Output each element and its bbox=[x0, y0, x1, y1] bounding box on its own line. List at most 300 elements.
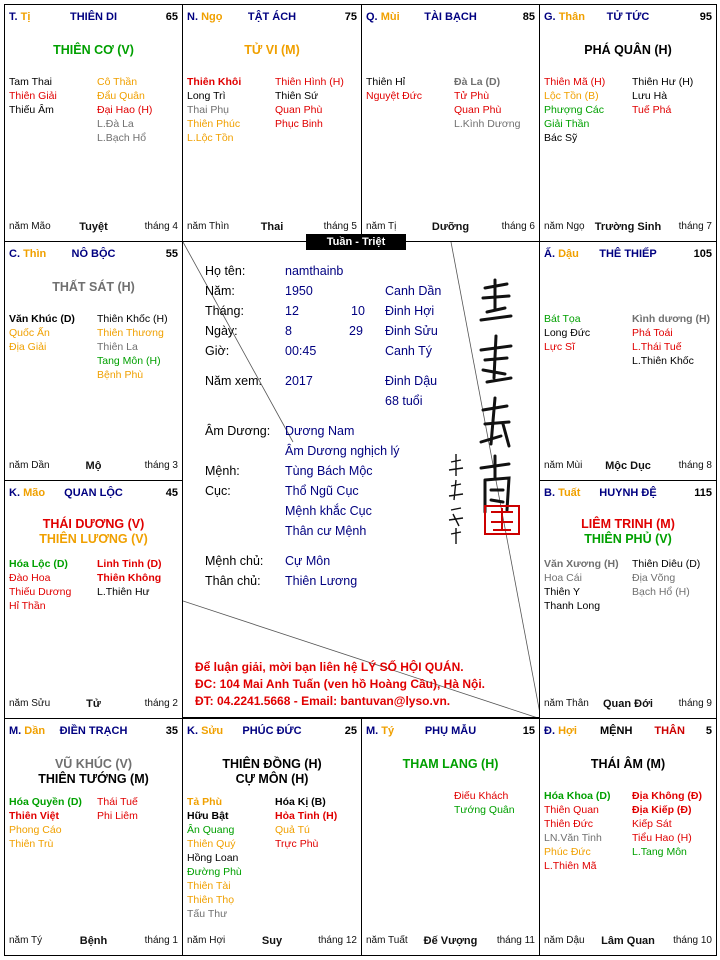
cuc-value: Thổ Ngũ Cục bbox=[285, 484, 359, 498]
stars-left bbox=[9, 557, 71, 613]
month-label: tháng 11 bbox=[496, 935, 535, 946]
palace-header bbox=[544, 11, 712, 25]
palace-footer bbox=[187, 935, 357, 949]
branch-name: Tuất bbox=[558, 487, 581, 499]
star: Thai Phụ bbox=[187, 104, 230, 116]
month-label: tháng 5 bbox=[323, 221, 357, 232]
month-label: tháng 2 bbox=[144, 698, 178, 709]
palace-name bbox=[600, 725, 712, 737]
star: Thiên Không bbox=[97, 572, 162, 584]
star: Quan Phù bbox=[454, 104, 502, 116]
hour-value: 00:45 bbox=[285, 344, 317, 358]
stars-right bbox=[632, 557, 700, 599]
branch-stem: K. bbox=[187, 725, 198, 737]
stars-left bbox=[187, 75, 241, 145]
palace-thin bbox=[4, 241, 183, 481]
palace-name bbox=[9, 11, 178, 23]
stars-right bbox=[632, 789, 702, 859]
life-stage: Trường Sinh bbox=[594, 221, 662, 233]
star: Quốc Ấn bbox=[9, 327, 50, 339]
branch-name: Thân bbox=[558, 11, 585, 23]
palace-age: 95 bbox=[699, 11, 712, 23]
main-stars bbox=[5, 757, 182, 787]
day-can-chi: Đinh Sửu bbox=[385, 324, 438, 338]
star: Long Đức bbox=[544, 327, 591, 339]
life-stage: Suy bbox=[261, 935, 283, 947]
palace-footer bbox=[544, 935, 712, 949]
branch-name: Tị bbox=[20, 11, 31, 23]
than-cu: Thân cư Mệnh bbox=[285, 524, 367, 538]
star: Đẩu Quân bbox=[97, 90, 145, 102]
stars-left bbox=[544, 557, 619, 613]
palace-header bbox=[366, 11, 535, 25]
star: Tiểu Hao (H) bbox=[632, 832, 692, 844]
star: Hóa Lộc (D) bbox=[9, 558, 68, 570]
palace-suu bbox=[182, 718, 362, 956]
main-star: THIÊN ĐỒNG (H) bbox=[222, 757, 322, 771]
branch-stem: Đ. bbox=[544, 725, 555, 737]
star: Bệnh Phù bbox=[97, 369, 144, 381]
star: Đại Hao (H) bbox=[97, 104, 153, 116]
year-label: Năm: bbox=[205, 284, 235, 298]
month-label: tháng 8 bbox=[678, 460, 712, 471]
view-year-value: 2017 bbox=[285, 374, 313, 388]
star: Văn Xương (H) bbox=[544, 558, 619, 570]
palace-age: 25 bbox=[344, 725, 357, 737]
palace-footer bbox=[9, 460, 178, 474]
palace-footer bbox=[366, 935, 535, 949]
year-label: năm Tị bbox=[366, 221, 397, 232]
life-stage: Quan Đới bbox=[603, 698, 653, 710]
star: Thiên Quan bbox=[544, 804, 599, 816]
stars-right bbox=[275, 75, 344, 131]
star: L.Đà La bbox=[97, 118, 134, 130]
main-stars bbox=[362, 757, 539, 772]
star: L.Thiên Khốc bbox=[632, 355, 694, 367]
star: Phá Toái bbox=[632, 327, 673, 339]
menh-value: Tùng Bách Mộc bbox=[285, 464, 373, 478]
palace-header bbox=[187, 11, 357, 25]
palace-footer bbox=[366, 221, 535, 235]
star: L.Lộc Tồn bbox=[187, 132, 234, 144]
star: Phượng Các bbox=[544, 104, 605, 116]
palace-name bbox=[9, 487, 178, 499]
year-label: năm Thân bbox=[544, 698, 589, 709]
star: Thiên Việt bbox=[9, 810, 59, 822]
palace-ti bbox=[4, 4, 183, 242]
branch-stem: G. bbox=[544, 11, 556, 23]
star: Thiên Hình (H) bbox=[275, 76, 344, 88]
star: Lưu Hà bbox=[632, 90, 668, 102]
palace-name bbox=[9, 725, 178, 737]
than-marker: THÂN bbox=[654, 725, 685, 737]
branch-stem: Q. bbox=[366, 11, 378, 23]
life-stage: Mộc Dục bbox=[605, 460, 651, 472]
month-label: tháng 6 bbox=[501, 221, 535, 232]
stars-right bbox=[97, 75, 152, 145]
branch-name: Sửu bbox=[201, 725, 224, 737]
stars-left bbox=[9, 75, 57, 117]
star: Phục Binh bbox=[275, 118, 323, 130]
branch-stem: Ấ. bbox=[544, 248, 555, 260]
palace-header bbox=[9, 11, 178, 25]
tuan-triet-badge: Tuần - Triệt bbox=[306, 234, 406, 250]
cuc-relation: Mệnh khắc Cục bbox=[285, 504, 372, 518]
year-label: năm Dậu bbox=[544, 935, 585, 946]
star: Tử Phù bbox=[454, 90, 490, 102]
month-label: tháng 9 bbox=[678, 698, 712, 709]
year-label: năm Sửu bbox=[9, 698, 51, 709]
star: Địa Võng bbox=[632, 572, 676, 584]
center-info-panel bbox=[182, 241, 540, 718]
star: Lực Sĩ bbox=[544, 341, 575, 353]
month-lunar: 10 bbox=[351, 304, 365, 318]
branch-name: Hợi bbox=[558, 725, 577, 737]
star: Long Trì bbox=[187, 90, 226, 102]
palace-dan bbox=[4, 718, 183, 956]
star: Quả Tú bbox=[275, 824, 310, 836]
star: Tả Phù bbox=[187, 796, 223, 808]
star: Ân Quang bbox=[187, 824, 235, 836]
star: Thiên Khôi bbox=[187, 76, 242, 88]
stars-right bbox=[632, 75, 693, 117]
stars-left bbox=[366, 75, 422, 103]
day-label: Ngày: bbox=[205, 324, 238, 338]
main-star: PHÁ QUÂN (H) bbox=[584, 43, 672, 57]
star: Thiên Diêu (D) bbox=[632, 558, 701, 570]
branch-name: Thìn bbox=[23, 248, 47, 260]
palace-ty bbox=[361, 718, 540, 956]
palace-age: 75 bbox=[344, 11, 357, 23]
palace-title: THIÊN DI bbox=[69, 11, 118, 23]
star: Thiên Sứ bbox=[275, 90, 319, 102]
palace-footer bbox=[9, 935, 178, 949]
palace-footer bbox=[544, 221, 712, 235]
star: L.Bạch Hổ bbox=[97, 132, 147, 144]
palace-than bbox=[539, 4, 717, 242]
palace-header bbox=[544, 248, 712, 262]
star: Hóa Quyền (D) bbox=[9, 796, 82, 808]
star: Quan Phù bbox=[275, 104, 323, 116]
star: Thiên Trù bbox=[9, 838, 54, 850]
star: Thiên Thương bbox=[97, 327, 164, 339]
palace-name bbox=[544, 248, 712, 260]
palace-header bbox=[544, 725, 712, 739]
star: Giải Thần bbox=[544, 118, 590, 130]
year-label: năm Tý bbox=[9, 935, 43, 946]
main-stars bbox=[5, 280, 182, 295]
star: Tướng Quân bbox=[454, 804, 515, 816]
branch-name: Mão bbox=[23, 487, 46, 499]
main-star: TỬ VI (M) bbox=[244, 43, 300, 57]
life-stage: Thai bbox=[260, 221, 284, 233]
star: Kình dương (H) bbox=[632, 313, 711, 325]
star: Văn Khúc (D) bbox=[9, 313, 75, 325]
month-label: tháng 3 bbox=[144, 460, 178, 471]
main-stars bbox=[540, 517, 716, 547]
main-star: VŨ KHÚC (V) bbox=[54, 757, 133, 771]
palace-name bbox=[544, 11, 712, 23]
menh-label: Mệnh: bbox=[205, 464, 240, 478]
palace-footer bbox=[187, 221, 357, 235]
palace-dau bbox=[539, 241, 717, 481]
palace-mui bbox=[361, 4, 540, 242]
month-label: tháng 10 bbox=[673, 935, 712, 946]
palace-ngo bbox=[182, 4, 362, 242]
palace-title: TỬ TỨC bbox=[606, 11, 650, 23]
contact-phone-email: ĐT: 04.2241.5668 - Email: bantuvan@lyso.vn. bbox=[195, 694, 451, 708]
am-duong-value: Dương Nam bbox=[285, 424, 355, 438]
branch-name: Ngọ bbox=[201, 11, 223, 23]
age-value: 68 tuổi bbox=[385, 394, 423, 408]
stars-left bbox=[544, 312, 590, 354]
palace-header bbox=[9, 487, 178, 501]
year-label: năm Mùi bbox=[544, 460, 583, 471]
star: L.Kình Dương bbox=[454, 118, 521, 130]
year-label: năm Tuất bbox=[366, 935, 408, 946]
palace-name bbox=[187, 725, 357, 737]
year-label: năm Hợi bbox=[187, 935, 226, 946]
star: Linh Tinh (D) bbox=[97, 558, 162, 570]
year-label: năm Dần bbox=[9, 460, 50, 471]
palace-title: THÊ THIẾP bbox=[599, 248, 657, 260]
star: Thiếu Dương bbox=[9, 586, 72, 598]
hour-can-chi: Canh Tý bbox=[385, 344, 433, 358]
palace-age: 45 bbox=[165, 487, 178, 499]
month-solar: 12 bbox=[285, 304, 299, 318]
name-value: namthainb bbox=[285, 264, 344, 278]
star: Hồng Loan bbox=[187, 852, 239, 864]
star: L.Thiên Hư bbox=[97, 586, 150, 598]
branch-name: Mùi bbox=[380, 11, 400, 23]
star: Địa Giải bbox=[9, 341, 47, 353]
than-chu-value: Thiên Lương bbox=[285, 574, 358, 588]
month-label: Tháng: bbox=[205, 304, 244, 318]
palace-name bbox=[544, 487, 712, 499]
stars-right bbox=[275, 795, 337, 851]
palace-age: 55 bbox=[165, 248, 178, 260]
palace-mao bbox=[4, 480, 183, 719]
star: Kiếp Sát bbox=[632, 818, 672, 830]
branch-stem: M. bbox=[366, 725, 379, 737]
palace-footer bbox=[9, 698, 178, 712]
star: Thiên Mã (H) bbox=[544, 76, 606, 88]
life-stage: Bệnh bbox=[79, 935, 108, 947]
stars-right bbox=[97, 795, 138, 823]
palace-age: 65 bbox=[165, 11, 178, 23]
palace-header bbox=[9, 248, 178, 262]
name-label: Họ tên: bbox=[205, 264, 246, 278]
palace-title: TÀI BẠCH bbox=[424, 11, 477, 23]
stars-right bbox=[454, 789, 515, 817]
palace-age: 115 bbox=[694, 487, 712, 499]
stars-right bbox=[97, 557, 162, 599]
cuc-label: Cục: bbox=[205, 484, 231, 498]
palace-header bbox=[366, 725, 535, 739]
palace-tuat bbox=[539, 480, 717, 719]
star: Địa Kiếp (Đ) bbox=[632, 804, 692, 816]
palace-hoi bbox=[539, 718, 717, 956]
year-label: năm Ngọ bbox=[544, 221, 585, 232]
main-stars bbox=[183, 43, 361, 58]
month-label: tháng 1 bbox=[144, 935, 178, 946]
star: Địa Không (Đ) bbox=[632, 790, 702, 802]
menh-chu-value: Cự Môn bbox=[285, 554, 331, 568]
palace-header bbox=[187, 725, 357, 739]
star: Thiên Thọ bbox=[187, 894, 235, 906]
palace-header bbox=[9, 725, 178, 739]
palace-footer bbox=[544, 460, 712, 474]
palace-age: 85 bbox=[522, 11, 535, 23]
than-chu-label: Thân chủ: bbox=[205, 574, 261, 588]
main-star: THÁI DƯƠNG (V) bbox=[42, 517, 145, 531]
palace-footer bbox=[544, 698, 712, 712]
star: Hóa Kị (B) bbox=[275, 796, 326, 808]
palace-footer bbox=[9, 221, 178, 235]
main-star: THIÊN LƯƠNG (V) bbox=[39, 532, 148, 546]
stars-left bbox=[544, 789, 611, 873]
main-star: THẤT SÁT (H) bbox=[52, 280, 135, 294]
star: Thiên Hỉ bbox=[366, 76, 406, 88]
star: Phong Cáo bbox=[9, 824, 62, 836]
star: Hữu Bật bbox=[187, 810, 229, 822]
month-label: tháng 12 bbox=[318, 935, 357, 946]
palace-age: 35 bbox=[165, 725, 178, 737]
palace-title: NÔ BỘC bbox=[71, 248, 116, 260]
star: Thiên Phúc bbox=[187, 118, 241, 130]
palace-header bbox=[544, 487, 712, 501]
star: L.Tang Môn bbox=[632, 846, 687, 858]
star: Cô Thần bbox=[97, 76, 138, 88]
day-solar: 8 bbox=[285, 324, 292, 338]
branch-name: Dần bbox=[24, 725, 46, 737]
branch-name: Tý bbox=[381, 725, 395, 737]
palace-title: HUYNH ĐỆ bbox=[599, 487, 657, 499]
branch-stem: C. bbox=[9, 248, 20, 260]
palace-title: TẬT ÁCH bbox=[247, 11, 297, 23]
star: Hỏa Tinh (H) bbox=[275, 810, 338, 822]
life-stage: Tử bbox=[86, 698, 101, 710]
stars-right bbox=[632, 312, 710, 368]
month-can-chi: Đinh Hợi bbox=[385, 304, 435, 318]
star: Nguyệt Đức bbox=[366, 90, 423, 102]
star: Tuế Phá bbox=[632, 104, 672, 116]
stars-left bbox=[9, 795, 82, 851]
palace-age: 105 bbox=[693, 248, 712, 260]
star: Thiếu Âm bbox=[9, 104, 54, 116]
month-label: tháng 4 bbox=[144, 221, 178, 232]
star: LN.Văn Tinh bbox=[544, 832, 602, 844]
branch-label bbox=[544, 725, 577, 737]
palace-title: PHÚC ĐỨC bbox=[242, 725, 302, 737]
branch-name: Dậu bbox=[558, 248, 579, 260]
life-stage: Tuyệt bbox=[79, 221, 108, 233]
star: L.Thiên Mã bbox=[544, 860, 597, 872]
palace-age: 15 bbox=[522, 725, 535, 737]
view-year-can-chi: Đinh Dậu bbox=[385, 374, 438, 388]
palace-name bbox=[366, 725, 535, 737]
palace-age: 5 bbox=[705, 725, 712, 737]
branch-stem: K. bbox=[9, 487, 20, 499]
palace-name bbox=[9, 248, 178, 260]
main-stars bbox=[5, 517, 182, 547]
star: Trực Phù bbox=[275, 838, 319, 850]
star: Đào Hoa bbox=[9, 572, 51, 584]
view-year-label: Năm xem: bbox=[205, 374, 262, 388]
menh-chu-label: Mệnh chủ: bbox=[205, 554, 264, 568]
year-label: năm Mão bbox=[9, 221, 51, 232]
palace-title: ĐIỀN TRẠCH bbox=[59, 725, 128, 737]
star: Thái Tuế bbox=[97, 796, 138, 808]
main-star: THÁI ÂM (M) bbox=[590, 757, 666, 771]
month-label: tháng 7 bbox=[678, 221, 712, 232]
star: Bác Sỹ bbox=[544, 132, 578, 144]
star: Thiên Quý bbox=[187, 838, 236, 850]
am-duong-label: Âm Dương: bbox=[205, 424, 271, 438]
main-star: THIÊN TƯỚNG (M) bbox=[38, 772, 149, 786]
star: Thanh Long bbox=[544, 600, 601, 612]
branch-stem: T. bbox=[9, 11, 18, 23]
contact-address: ĐC: 104 Mai Anh Tuấn (ven hồ Hoàng Cầu), Hà Nội. bbox=[195, 677, 486, 691]
star: Thiên Y bbox=[544, 586, 580, 598]
life-stage: Đế Vượng bbox=[423, 935, 478, 947]
main-stars bbox=[540, 757, 716, 772]
star: L.Thái Tuế bbox=[632, 341, 682, 353]
year-label: năm Thìn bbox=[187, 221, 230, 232]
star: Thiên Đức bbox=[544, 818, 594, 830]
main-stars bbox=[183, 757, 361, 787]
star: Tang Môn (H) bbox=[97, 355, 161, 367]
star: Thiên Khốc (H) bbox=[97, 313, 168, 325]
star: Thiên La bbox=[97, 341, 138, 353]
star: Thiên Giải bbox=[9, 90, 57, 102]
calligraphy-seal-logo bbox=[445, 274, 535, 546]
contact-line-1: Để luận giải, mời bạn liên hệ LÝ SỐ HỘI QUÁN. bbox=[195, 660, 464, 674]
star: Lộc Tồn (B) bbox=[544, 90, 599, 102]
star: Thiên Hư (H) bbox=[632, 76, 694, 88]
am-duong-relation: Âm Dương nghịch lý bbox=[285, 444, 400, 458]
year-value: 1950 bbox=[285, 284, 313, 298]
star: Đà La (D) bbox=[454, 76, 501, 88]
star: Hóa Khoa (D) bbox=[544, 790, 611, 802]
star: Tấu Thư bbox=[187, 908, 228, 920]
palace-title: MỆNH bbox=[600, 725, 633, 737]
main-star: THIÊN PHỦ (V) bbox=[584, 532, 672, 546]
main-star: THAM LANG (H) bbox=[402, 757, 499, 771]
main-stars bbox=[540, 43, 716, 58]
palace-title: PHỤ MẪU bbox=[424, 725, 477, 737]
stars-left bbox=[9, 312, 75, 354]
main-star: CỰ MÔN (H) bbox=[235, 772, 309, 786]
star: Thiên Tài bbox=[187, 880, 231, 892]
palace-title: QUAN LỘC bbox=[64, 487, 123, 499]
day-lunar: 29 bbox=[349, 324, 363, 338]
star: Phi Liêm bbox=[97, 810, 138, 822]
palace-name bbox=[187, 11, 357, 23]
stars-left bbox=[544, 75, 605, 145]
branch-stem: B. bbox=[544, 487, 555, 499]
year-can-chi: Canh Dần bbox=[385, 284, 442, 298]
branch-stem: N. bbox=[187, 11, 198, 23]
life-stage: Lâm Quan bbox=[601, 935, 655, 947]
main-stars bbox=[5, 43, 182, 58]
palace-name bbox=[366, 11, 535, 23]
stars-left bbox=[187, 795, 242, 921]
star: Bạch Hổ (H) bbox=[632, 586, 690, 598]
star: Điếu Khách bbox=[454, 790, 509, 802]
main-star: LIÊM TRINH (M) bbox=[581, 517, 675, 531]
star: Tam Thai bbox=[9, 76, 52, 88]
